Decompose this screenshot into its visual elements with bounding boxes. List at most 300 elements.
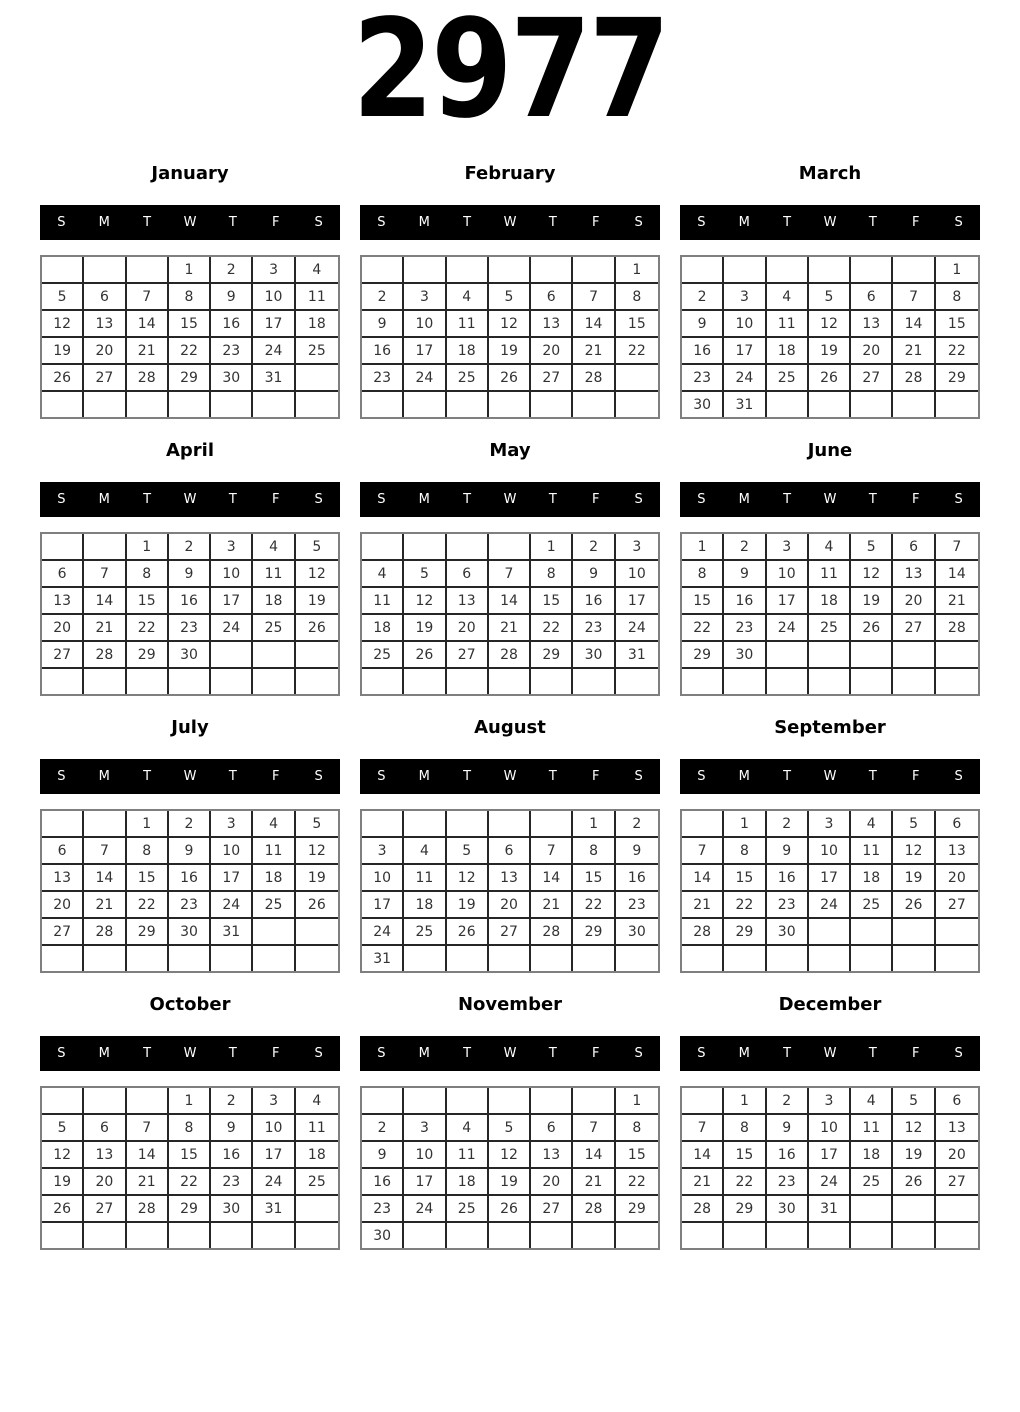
day-cell: 2 — [362, 284, 404, 311]
empty-day-cell — [809, 946, 851, 971]
week-row — [362, 892, 658, 919]
day-cell: 18 — [296, 1142, 338, 1169]
week-row — [682, 1115, 978, 1142]
week-row — [42, 365, 338, 392]
day-cell: 30 — [767, 919, 809, 946]
month-grid-body — [42, 257, 338, 417]
empty-day-cell — [531, 669, 573, 694]
day-cell: 18 — [809, 588, 851, 615]
empty-day-cell — [531, 1223, 573, 1248]
weekday-label: M — [418, 1046, 430, 1061]
empty-day-cell — [531, 257, 573, 284]
day-cell: 22 — [936, 338, 978, 365]
day-cell: 24 — [253, 338, 295, 365]
day-cell: 1 — [724, 1088, 766, 1115]
week-row — [42, 642, 338, 669]
day-cell: 7 — [936, 534, 978, 561]
weekday-label: F — [911, 1046, 920, 1061]
day-cell: 22 — [169, 1169, 211, 1196]
weekday-label: T — [868, 769, 877, 784]
empty-day-cell — [404, 257, 446, 284]
empty-day-cell — [724, 669, 766, 694]
day-cell: 24 — [211, 615, 253, 642]
week-row — [42, 1169, 338, 1196]
day-cell: 5 — [489, 1115, 531, 1142]
day-cell: 4 — [253, 811, 295, 838]
empty-day-cell — [893, 669, 935, 694]
day-cell: 18 — [851, 1142, 893, 1169]
day-cell: 4 — [296, 1088, 338, 1115]
empty-day-cell — [809, 642, 851, 669]
empty-day-cell — [447, 946, 489, 971]
weekday-label: T — [783, 1046, 792, 1061]
day-cell: 4 — [447, 1115, 489, 1142]
day-cell: 12 — [489, 1142, 531, 1169]
empty-day-cell — [682, 669, 724, 694]
day-cell: 8 — [724, 1115, 766, 1142]
day-cell: 19 — [489, 338, 531, 365]
day-cell: 11 — [447, 1142, 489, 1169]
day-cell: 12 — [42, 311, 84, 338]
month-grid — [680, 1086, 980, 1250]
day-cell: 15 — [724, 1142, 766, 1169]
weekday-label: M — [418, 492, 430, 507]
day-cell: 6 — [893, 534, 935, 561]
day-cell: 24 — [809, 892, 851, 919]
day-cell: 26 — [404, 642, 446, 669]
empty-day-cell — [489, 1223, 531, 1248]
weekday-label: M — [738, 769, 750, 784]
day-cell: 30 — [169, 919, 211, 946]
day-cell: 19 — [893, 1142, 935, 1169]
month-block — [40, 439, 340, 696]
weekday-header — [360, 205, 660, 240]
weekday-label: T — [143, 215, 152, 230]
month-grid-body — [362, 257, 658, 417]
day-cell: 6 — [936, 1088, 978, 1115]
weekday-label: T — [143, 1046, 152, 1061]
day-cell: 16 — [616, 865, 658, 892]
weekday-header — [680, 205, 980, 240]
weekday-label: T — [143, 769, 152, 784]
weekday-label: W — [503, 1046, 517, 1061]
day-cell: 23 — [169, 892, 211, 919]
empty-day-cell — [127, 669, 169, 694]
weekday-header — [40, 205, 340, 240]
empty-day-cell — [809, 1223, 851, 1248]
day-cell: 25 — [362, 642, 404, 669]
week-row — [362, 392, 658, 417]
day-cell: 15 — [616, 1142, 658, 1169]
day-cell: 6 — [84, 1115, 126, 1142]
day-cell: 18 — [296, 311, 338, 338]
day-cell: 29 — [169, 1196, 211, 1223]
day-cell: 8 — [724, 838, 766, 865]
day-cell: 27 — [84, 1196, 126, 1223]
day-cell: 20 — [851, 338, 893, 365]
week-row — [682, 892, 978, 919]
day-cell: 22 — [573, 892, 615, 919]
weekday-label: M — [98, 1046, 110, 1061]
weekday-label: S — [314, 492, 323, 507]
day-cell: 16 — [767, 865, 809, 892]
day-cell: 20 — [893, 588, 935, 615]
month-block — [40, 162, 340, 419]
day-cell: 10 — [211, 838, 253, 865]
week-row — [362, 919, 658, 946]
week-row — [362, 588, 658, 615]
day-cell: 7 — [127, 1115, 169, 1142]
day-cell: 3 — [253, 257, 295, 284]
day-cell: 7 — [84, 561, 126, 588]
day-cell: 24 — [809, 1169, 851, 1196]
empty-day-cell — [936, 392, 978, 417]
week-row — [42, 392, 338, 417]
day-cell: 28 — [489, 642, 531, 669]
empty-day-cell — [809, 257, 851, 284]
weekday-label: T — [548, 769, 557, 784]
weekday-label: M — [738, 1046, 750, 1061]
day-cell: 1 — [724, 811, 766, 838]
day-cell: 26 — [296, 615, 338, 642]
day-cell: 18 — [253, 588, 295, 615]
day-cell: 1 — [531, 534, 573, 561]
weekday-label: T — [463, 769, 472, 784]
day-cell: 25 — [447, 1196, 489, 1223]
week-row — [362, 669, 658, 694]
week-row — [42, 311, 338, 338]
empty-day-cell — [447, 257, 489, 284]
weekday-label: M — [418, 769, 430, 784]
day-cell: 9 — [169, 561, 211, 588]
empty-day-cell — [211, 946, 253, 971]
weekday-label: T — [548, 1046, 557, 1061]
day-cell: 12 — [489, 311, 531, 338]
day-cell: 12 — [404, 588, 446, 615]
empty-day-cell — [447, 811, 489, 838]
day-cell: 6 — [489, 838, 531, 865]
day-cell: 29 — [616, 1196, 658, 1223]
empty-day-cell — [767, 946, 809, 971]
weekday-label: S — [697, 1046, 706, 1061]
weekday-label: F — [271, 492, 280, 507]
day-cell: 19 — [42, 338, 84, 365]
day-cell: 22 — [724, 892, 766, 919]
day-cell: 2 — [362, 1115, 404, 1142]
empty-day-cell — [404, 1223, 446, 1248]
weekday-label: S — [634, 1046, 643, 1061]
day-cell: 17 — [809, 1142, 851, 1169]
day-cell: 27 — [936, 1169, 978, 1196]
year-title: 2977 — [352, 0, 668, 149]
day-cell: 7 — [682, 838, 724, 865]
weekday-header — [360, 482, 660, 517]
weekday-label: T — [548, 492, 557, 507]
empty-day-cell — [724, 257, 766, 284]
day-cell: 16 — [211, 311, 253, 338]
day-cell: 31 — [211, 919, 253, 946]
weekday-label: S — [57, 215, 66, 230]
day-cell: 25 — [851, 1169, 893, 1196]
day-cell: 23 — [362, 1196, 404, 1223]
day-cell: 1 — [127, 811, 169, 838]
day-cell: 26 — [447, 919, 489, 946]
empty-day-cell — [42, 392, 84, 417]
day-cell: 4 — [362, 561, 404, 588]
day-cell: 21 — [84, 892, 126, 919]
day-cell: 15 — [724, 865, 766, 892]
weekday-label: F — [271, 1046, 280, 1061]
day-cell: 13 — [893, 561, 935, 588]
weekday-label: W — [183, 769, 197, 784]
day-cell: 21 — [682, 892, 724, 919]
day-cell: 27 — [531, 365, 573, 392]
day-cell: 13 — [489, 865, 531, 892]
weekday-label: S — [954, 769, 963, 784]
week-row — [362, 946, 658, 971]
empty-day-cell — [851, 946, 893, 971]
weekday-label: T — [228, 492, 237, 507]
week-row — [42, 338, 338, 365]
day-cell: 8 — [531, 561, 573, 588]
day-cell: 3 — [724, 284, 766, 311]
day-cell: 24 — [616, 615, 658, 642]
week-row — [362, 311, 658, 338]
weekday-label: M — [98, 769, 110, 784]
day-cell: 22 — [724, 1169, 766, 1196]
empty-day-cell — [616, 392, 658, 417]
week-row — [362, 1169, 658, 1196]
weekday-label: S — [634, 492, 643, 507]
weekday-label: F — [591, 769, 600, 784]
day-cell: 8 — [616, 284, 658, 311]
day-cell: 2 — [211, 1088, 253, 1115]
day-cell: 27 — [84, 365, 126, 392]
day-cell: 29 — [573, 919, 615, 946]
day-cell: 10 — [616, 561, 658, 588]
empty-day-cell — [296, 1223, 338, 1248]
day-cell: 7 — [489, 561, 531, 588]
empty-day-cell — [127, 257, 169, 284]
week-row — [42, 892, 338, 919]
month-grid-body — [42, 1088, 338, 1248]
weekday-label: S — [954, 1046, 963, 1061]
empty-day-cell — [489, 392, 531, 417]
month-block — [360, 993, 660, 1250]
day-cell: 3 — [404, 284, 446, 311]
week-row — [682, 257, 978, 284]
week-row — [362, 284, 658, 311]
month-grid-body — [362, 1088, 658, 1248]
day-cell: 31 — [809, 1196, 851, 1223]
day-cell: 19 — [447, 892, 489, 919]
empty-day-cell — [447, 1223, 489, 1248]
day-cell: 27 — [893, 615, 935, 642]
month-block — [360, 162, 660, 419]
month-title: March — [798, 163, 862, 184]
day-cell: 10 — [767, 561, 809, 588]
empty-day-cell — [531, 811, 573, 838]
day-cell: 14 — [573, 1142, 615, 1169]
day-cell: 17 — [724, 338, 766, 365]
day-cell: 7 — [573, 284, 615, 311]
day-cell: 21 — [84, 615, 126, 642]
weekday-label: S — [57, 769, 66, 784]
day-cell: 2 — [724, 534, 766, 561]
day-cell: 31 — [253, 365, 295, 392]
week-row — [42, 284, 338, 311]
day-cell: 11 — [447, 311, 489, 338]
day-cell: 11 — [362, 588, 404, 615]
weekday-header — [680, 482, 980, 517]
week-row — [42, 1142, 338, 1169]
day-cell: 26 — [42, 365, 84, 392]
weekday-label: T — [783, 492, 792, 507]
empty-day-cell — [573, 1223, 615, 1248]
weekday-label: S — [634, 769, 643, 784]
week-row — [682, 392, 978, 417]
day-cell: 20 — [42, 615, 84, 642]
day-cell: 15 — [531, 588, 573, 615]
day-cell: 15 — [936, 311, 978, 338]
empty-day-cell — [84, 669, 126, 694]
day-cell: 21 — [893, 338, 935, 365]
day-cell: 25 — [296, 338, 338, 365]
day-cell: 1 — [127, 534, 169, 561]
day-cell: 2 — [767, 1088, 809, 1115]
empty-day-cell — [851, 642, 893, 669]
day-cell: 17 — [253, 311, 295, 338]
day-cell: 8 — [936, 284, 978, 311]
empty-day-cell — [936, 1196, 978, 1223]
weekday-header — [360, 1036, 660, 1071]
empty-day-cell — [893, 1223, 935, 1248]
day-cell: 21 — [127, 338, 169, 365]
empty-day-cell — [362, 534, 404, 561]
day-cell: 26 — [489, 365, 531, 392]
day-cell: 4 — [296, 257, 338, 284]
day-cell: 18 — [447, 1169, 489, 1196]
day-cell: 6 — [936, 811, 978, 838]
day-cell: 27 — [851, 365, 893, 392]
day-cell: 22 — [127, 615, 169, 642]
day-cell: 12 — [42, 1142, 84, 1169]
day-cell: 27 — [531, 1196, 573, 1223]
day-cell: 30 — [211, 365, 253, 392]
empty-day-cell — [489, 669, 531, 694]
day-cell: 23 — [211, 338, 253, 365]
day-cell: 23 — [682, 365, 724, 392]
empty-day-cell — [682, 946, 724, 971]
day-cell: 10 — [809, 1115, 851, 1142]
day-cell: 16 — [211, 1142, 253, 1169]
month-grid-body — [362, 811, 658, 971]
empty-day-cell — [489, 811, 531, 838]
weekday-label: S — [314, 215, 323, 230]
day-cell: 13 — [531, 311, 573, 338]
empty-day-cell — [253, 392, 295, 417]
empty-day-cell — [489, 534, 531, 561]
weekday-label: W — [503, 215, 517, 230]
empty-day-cell — [851, 669, 893, 694]
empty-day-cell — [84, 1223, 126, 1248]
day-cell: 11 — [851, 838, 893, 865]
empty-day-cell — [767, 1223, 809, 1248]
week-row — [42, 919, 338, 946]
empty-day-cell — [362, 1088, 404, 1115]
month-block — [680, 716, 980, 973]
day-cell: 26 — [893, 1169, 935, 1196]
day-cell: 12 — [447, 865, 489, 892]
empty-day-cell — [893, 919, 935, 946]
weekday-label: F — [911, 215, 920, 230]
empty-day-cell — [809, 919, 851, 946]
day-cell: 1 — [169, 1088, 211, 1115]
empty-day-cell — [84, 534, 126, 561]
month-title: July — [171, 717, 209, 738]
day-cell: 10 — [253, 284, 295, 311]
empty-day-cell — [84, 257, 126, 284]
day-cell: 21 — [127, 1169, 169, 1196]
month-block — [680, 439, 980, 696]
day-cell: 15 — [616, 311, 658, 338]
day-cell: 25 — [253, 615, 295, 642]
week-row — [682, 1088, 978, 1115]
day-cell: 20 — [42, 892, 84, 919]
day-cell: 14 — [84, 865, 126, 892]
week-row — [42, 838, 338, 865]
empty-day-cell — [573, 257, 615, 284]
month-grid — [40, 255, 340, 419]
day-cell: 6 — [42, 561, 84, 588]
weekday-label: T — [868, 1046, 877, 1061]
week-row — [362, 811, 658, 838]
empty-day-cell — [362, 811, 404, 838]
day-cell: 5 — [809, 284, 851, 311]
month-grid-body — [42, 811, 338, 971]
month-title: November — [457, 994, 563, 1015]
day-cell: 15 — [169, 311, 211, 338]
month-block — [680, 993, 980, 1250]
day-cell: 29 — [127, 642, 169, 669]
day-cell: 18 — [851, 865, 893, 892]
day-cell: 7 — [84, 838, 126, 865]
month-grid-body — [682, 1088, 978, 1248]
day-cell: 28 — [893, 365, 935, 392]
week-row — [362, 642, 658, 669]
day-cell: 18 — [404, 892, 446, 919]
day-cell: 5 — [489, 284, 531, 311]
day-cell: 9 — [169, 838, 211, 865]
month-title: September — [774, 717, 886, 738]
day-cell: 18 — [447, 338, 489, 365]
empty-day-cell — [296, 642, 338, 669]
day-cell: 20 — [936, 865, 978, 892]
month-grid — [360, 255, 660, 419]
day-cell: 1 — [573, 811, 615, 838]
weekday-label: S — [697, 769, 706, 784]
day-cell: 14 — [489, 588, 531, 615]
month-block — [680, 162, 980, 419]
day-cell: 12 — [296, 838, 338, 865]
day-cell: 1 — [616, 1088, 658, 1115]
day-cell: 6 — [851, 284, 893, 311]
day-cell: 12 — [296, 561, 338, 588]
day-cell: 31 — [253, 1196, 295, 1223]
week-row — [42, 615, 338, 642]
month-grid — [40, 532, 340, 696]
day-cell: 25 — [253, 892, 295, 919]
